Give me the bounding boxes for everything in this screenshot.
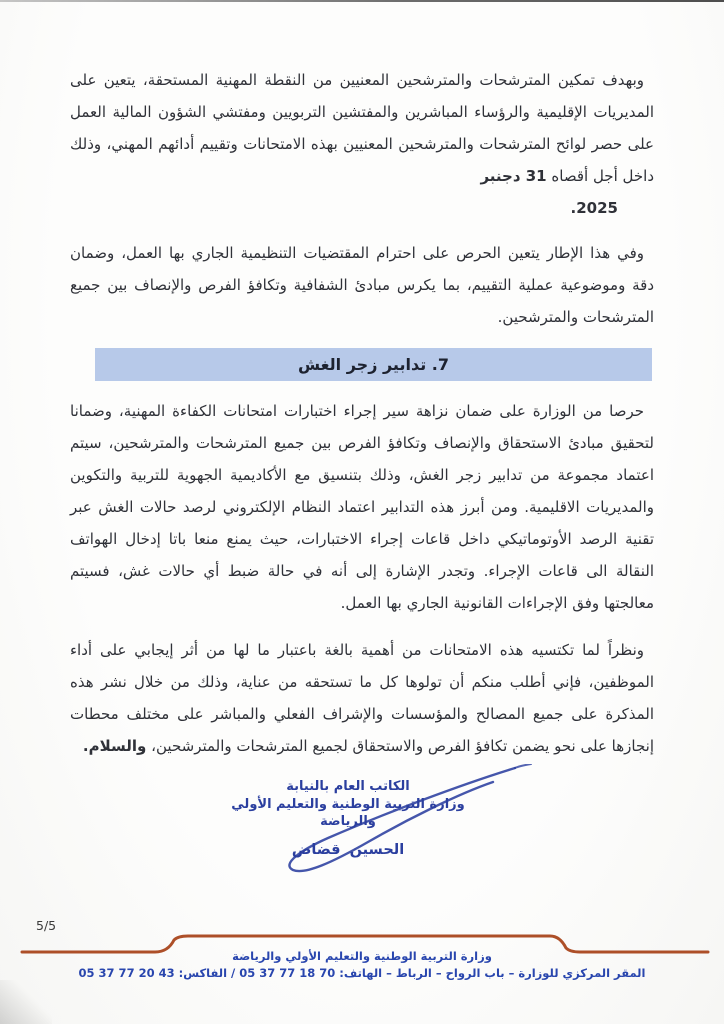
paragraph-text: وبهدف تمكين المترشحات والمترشحين المعنيين من النقطة المهنية المستحقة، يتعين على المديريات الإقليمية والرؤساء المباشرين والمفتشين التربويين ومفتشي الشؤون المالية العمل على حصر لوائح المترشحات والمترشحين المعنيين بهذه الامتحانات وتقييم أدائهم المهني، وذلك داخل أجل أقصاه [70, 71, 654, 185]
footer-fax-number: 05 37 77 20 43 [78, 966, 175, 980]
signature-block [163, 778, 533, 859]
letter-body [70, 64, 654, 859]
signature-ministry-cont: والرياضة [320, 814, 376, 829]
footer-ministry-name: وزارة التربية الوطنية والتعليم الأولي والرياضة [232, 949, 492, 963]
paragraph-anti-cheating-measures: حرصا من الوزارة على ضمان نزاهة سير إجراء اختبارات امتحانات الكفاءة المهنية، وضمانا لتحقيق مبادئ الاستحقاق والإنصاف وتكافؤ الفرص بين جميع المترشحات والمترشحين، سيتم اعتماد مجموعة من تدابير زجر الغش، وذلك بتنسيق مع الأكاديمية الجهوية للتربية والتكوين والمديريات الاقليمية. ومن أبرز هذه التدابير اعتماد النظام الإلكتروني لرصد حالات الغش عبر تقنية الرصد الأوتوماتيكي داخل قاعات إجراء الاختبارات، حيث يمنع منعا باتا إدخال الهواتف النقالة الى قاعات الإجراء. وتجدر الإشارة إلى أنه في حالة ضبط أي حالات غش، فسيتم معالجتها وفق الإجراءات القانونية الجاري بها العمل. [70, 402, 654, 612]
deadline-year: 2025. [570, 199, 618, 217]
footer-address-line [0, 966, 724, 980]
closing-salutation: والسلام. [82, 737, 147, 755]
footer-fax-label: / الفاكس: [178, 966, 236, 980]
scan-corner-artifact [0, 980, 52, 1024]
deadline-date: 31 دجنبر [480, 167, 547, 185]
section-heading-anti-cheating: 7. تدابير زجر الغش [95, 348, 652, 381]
paragraph-regulatory-compliance: وفي هذا الإطار يتعين الحرص على احترام المقتضيات التنظيمية الجاري بها العمل، وضمان دقة وموضوعية عملية التقييم، بما يكرس مبادئ الشفافية وتكافؤ الفرص والإنصاف بين جميع المترشحات والمترشحين. [70, 244, 654, 326]
footer-address-label: المقر المركزي للوزارة – باب الرواح – الرباط – الهاتف: [339, 966, 646, 980]
signatory-name: الحسين قضاض [291, 841, 405, 858]
footer-phone-number: 05 37 77 18 70 [239, 966, 336, 980]
closing-text: ونظراً لما تكتسيه هذه الامتحانات من أهمية بالغة باعتبار ما لها من أثر إيجابي على أداء الموظفين، فإني أطلب منكم أن تولوها كل ما تستحقه من عناية، وذلك من خلال نشر هذه المذكرة على جميع المصالح والمؤسسات والإشراف الفعلي والمباشر على مختلف محطات إنجازها على نحو يضمن تكافؤ الفرص والاستحقاق لجميع المترشحات والمترشحين، [70, 641, 654, 755]
paragraph-closing [70, 634, 654, 762]
page-number: 5/5 [36, 918, 57, 933]
signature-ministry: وزارة التربية الوطنية والتعليم الأولي [231, 796, 465, 812]
signature-title: الكاتب العام بالنيابة [286, 779, 410, 794]
scan-top-edge-artifact [0, 0, 724, 2]
deadline-year-line [70, 195, 618, 221]
paragraph-candidates-lists [70, 64, 654, 192]
